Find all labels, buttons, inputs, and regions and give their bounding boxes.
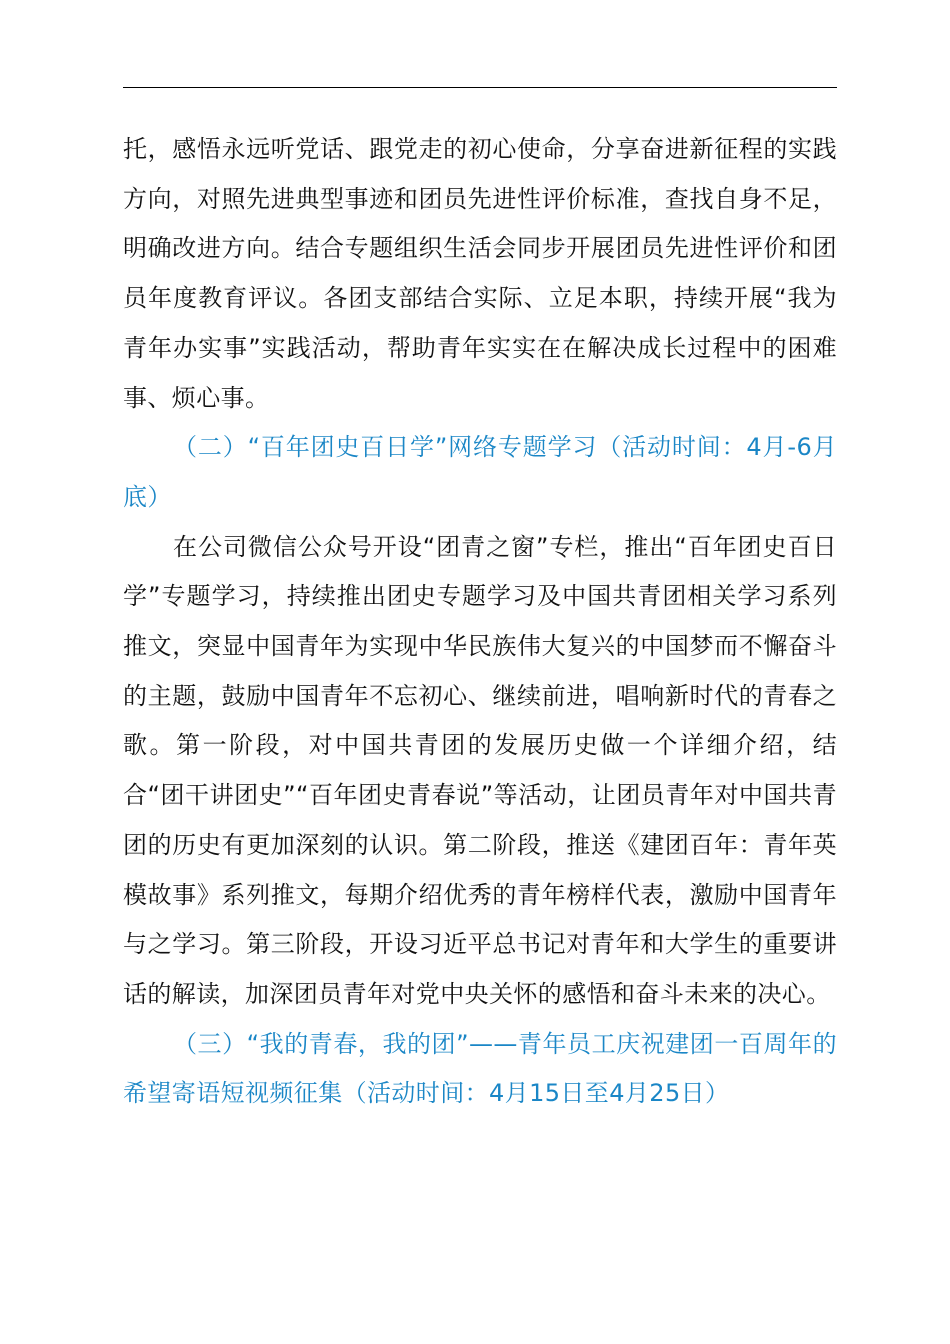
document-body — [123, 125, 837, 1119]
header-rule — [123, 87, 837, 88]
section-heading-3: （三）“我的青春，我的团”——青年员工庆祝建团一百周年的希望寄语短视频征集（活动时间：4月15日至4月25日） — [123, 1029, 837, 1108]
body-paragraph: 在公司微信公众号开设“团青之窗”专栏，推出“百年团史百日学”专题学习，持续推出团史专题学习及中国共青团相关学习系列推文，突显中国青年为实现中华民族伟大复兴的中国梦而不懈奋斗的主题，鼓励中国青年不忘初心、继续前进，唱响新时代的青春之歌。第一阶段，对中国共青团的发展历史做一个详细介绍，结合“团干讲团史”“百年团史青春说”等活动，让团员青年对中国共青团的历史有更加深刻的认识。第二阶段，推送《建团百年：青年英模故事》系列推文，每期介绍优秀的青年榜样代表，激励中国青年与之学习。第三阶段，开设习近平总书记对青年和大学生的重要讲话的解读，加深团员青年对党中央关怀的感悟和奋斗未来的决心。 — [123, 532, 837, 1008]
section-heading-2: （二）“百年团史百日学”网络专题学习（活动时间：4月-6月底） — [123, 433, 837, 511]
body-paragraph: 托，感悟永远听党话、跟党走的初心使命，分享奋进新征程的实践方向，对照先进典型事迹和团员先进性评价标准，查找自身不足，明确改进方向。结合专题组织生活会同步开展团员先进性评价和团员年度教育评议。各团支部结合实际、立足本职，持续开展“我为青年办实事”实践活动，帮助青年实实在在解决成长过程中的困难事、烦心事。 — [123, 135, 837, 412]
